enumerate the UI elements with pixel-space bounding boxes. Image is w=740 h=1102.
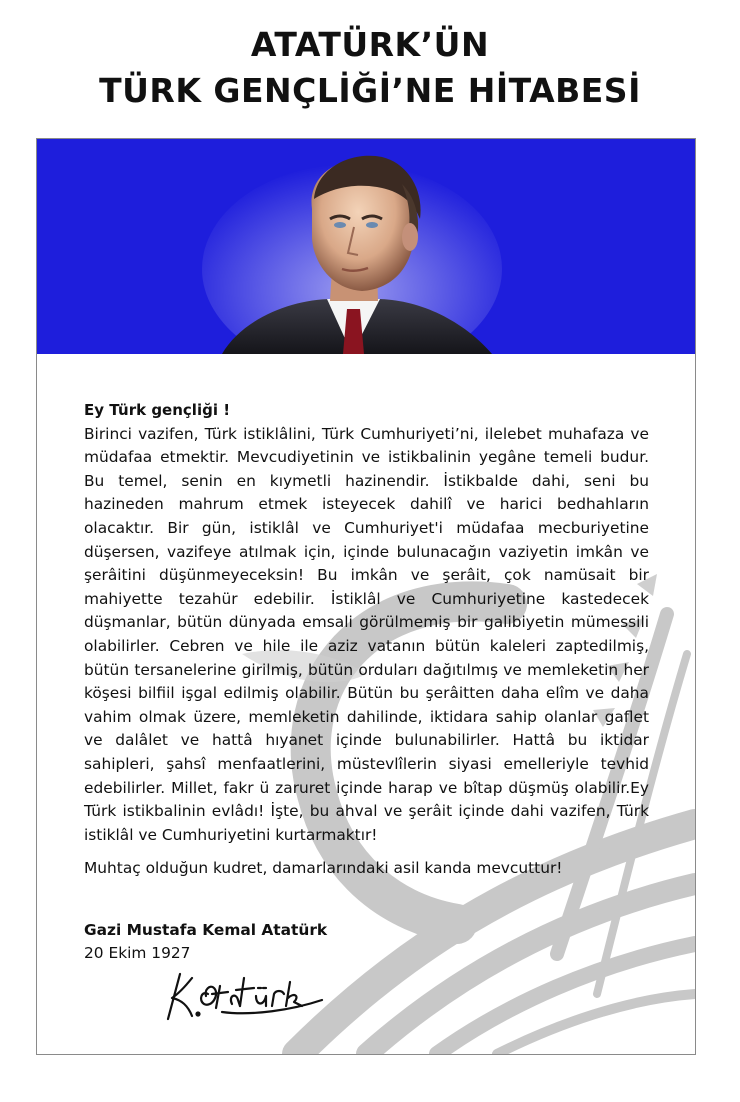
ataturk-portrait-icon [202, 149, 502, 354]
title-line-2: TÜRK GENÇLİĞİ’NE HİTABESİ [99, 71, 641, 110]
handwritten-signature-icon [162, 964, 327, 1024]
speech-closing: Muhtaç olduğun kudret, damarlarındaki asil kanda mevcuttur! [84, 859, 563, 878]
speech-greeting: Ey Türk gençliği ! [84, 401, 231, 419]
speech-content [84, 399, 649, 966]
document-frame [36, 138, 696, 1055]
author-name: Gazi Mustafa Kemal Atatürk [84, 920, 328, 939]
portrait-banner [37, 139, 695, 354]
speech-date: 20 Ekim 1927 [84, 944, 191, 963]
page-title [0, 22, 740, 114]
title-line-1: ATATÜRK’ÜN [250, 25, 490, 64]
speech-body: Birinci vazifen, Türk istiklâlini, Türk Cumhuriyeti’ni, ilelebet muhafaza ve müdafaa etmektir. Mevcudiyetinin ve istikbalinin yegâne temeli budur. Bu temel, senin en kıymetli hazinendir. İstikbalde dahi, seni bu hazineden mahrum etmek isteyecek dahilî ve harici bedhahların olacaktır. Bir gün, istiklâl ve Cumhuriyet'i müdafaa mecburiyetine düşersen, vazifeye atılmak için, içinde bulunacağın vaziyetin imkân ve şerâitini düşünmeyeceksin! Bu imkân ve şerâit, çok namüsait bir mahiyette tezahür edebilir. İstiklâl ve Cumhuriyetine kastedecek düşmanlar, bütün dünyada emsali görülmemiş bir galibiyetin mümessili olabilirler. Cebren ve hile ile aziz vatanın bütün kaleleri zaptedilmiş, bütün tersanelerine girilmiş, bütün orduları dağıtılmış ve memleketin her köşesi bilfiil işgal edilmiş olabilir. Bütün bu şerâitten daha elîm ve daha vahim olmak üzere, memleketin dahilinde, iktidara sahip olanlar gaflet ve dalâlet ve hattâ hıyanet içinde bulunabilirler. Hattâ bu iktidar sahipleri, şahsî menfaatlerini, müstevlîlerin siyasi emelleriyle tevhid edebilirler. Millet, fakr ü zaruret içinde harap ve bîtap düşmüş olabilir.Ey Türk istikbalinin evlâdı! İşte, bu ahval ve şerâit içinde dahi vazifen, Türk istiklâl ve Cumhuriyetini kurtarmaktır! [84, 424, 649, 844]
